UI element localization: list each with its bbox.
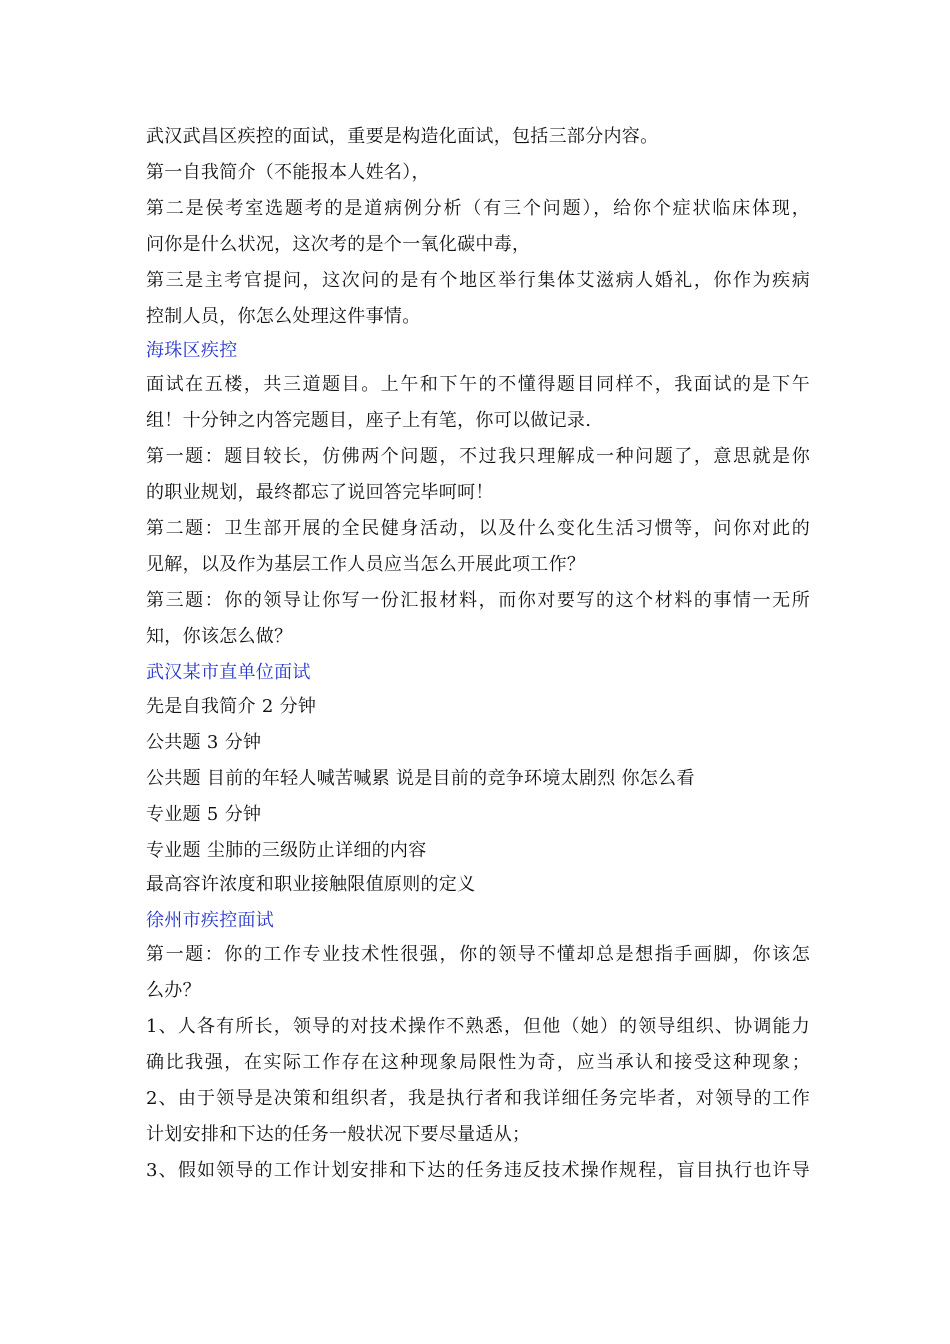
text-line: 见解，以及作为基层工作人员应当怎么开展此项工作？ (146, 554, 586, 575)
section-heading: 海珠区疾控 (146, 340, 238, 361)
text-line: 确比我强，在实际工作存在这种现象局限性为奇，应当承认和接受这种现象； (146, 1052, 810, 1073)
text-line: 第一题：你的工作专业技术性很强，你的领导不懂却总是想指手画脚，你该怎 (146, 944, 810, 965)
text-line: 1、人各有所长，领导的对技术操作不熟悉，但他（她）的领导组织、协调能力 (146, 1016, 810, 1037)
text-line: 专业题 尘肺的三级防止详细的内容 (146, 840, 427, 861)
text-line: 计划安排和下达的任务一般状况下要尽量适从； (146, 1124, 531, 1145)
text-line: 第一自我简介（不能报本人姓名）， (146, 162, 430, 183)
text-line: 面试在五楼，共三道题目。上午和下午的不懂得题目同样不，我面试的是下午 (146, 374, 810, 395)
text-line: 第三题：你的领导让你写一份汇报材料，而你对要写的这个材料的事情一无所 (146, 590, 810, 611)
text-line: 最高容许浓度和职业接触限值原则的定义 (146, 874, 476, 895)
section-heading: 武汉某市直单位面试 (146, 662, 311, 683)
text-line: 先是自我简介 2 分钟 (146, 696, 317, 717)
text-line: 么办？ (146, 980, 201, 1001)
text-line: 控制人员，你怎么处理这件事情。 (146, 306, 421, 327)
text-line: 的职业规划，最终都忘了说回答完毕呵呵！ (146, 482, 494, 503)
text-line: 专业题 5 分钟 (146, 804, 262, 825)
text-line: 第二是侯考室选题考的是道病例分析（有三个问题），给你个症状临床体现， (146, 198, 810, 219)
text-line: 组！十分钟之内答完题目，座子上有笔，你可以做记录. (146, 410, 592, 431)
text-line: 3、假如领导的工作计划安排和下达的任务违反技术操作规程，盲目执行也许导 (146, 1160, 810, 1181)
text-line: 公共题 目前的年轻人喊苦喊累 说是目前的竞争环境太剧烈 你怎么看 (146, 768, 695, 789)
text-line: 问你是什么状况，这次考的是个一氧化碳中毒， (146, 234, 531, 255)
text-line: 第三是主考官提问，这次问的是有个地区举行集体艾滋病人婚礼，你作为疾病 (146, 270, 810, 291)
text-line: 武汉武昌区疾控的面试，重要是构造化面试，包括三部分内容。 (146, 126, 659, 147)
text-line: 第二题：卫生部开展的全民健身活动，以及什么变化生活习惯等，问你对此的 (146, 518, 810, 539)
text-line: 公共题 3 分钟 (146, 732, 262, 753)
text-line: 知，你该怎么做？ (146, 626, 293, 647)
text-line: 2、由于领导是决策和组织者，我是执行者和我详细任务完毕者，对领导的工作 (146, 1088, 810, 1109)
text-line: 第一题：题目较长，仿佛两个问题，不过我只理解成一种问题了，意思就是你 (146, 446, 810, 467)
section-heading: 徐州市疾控面试 (146, 910, 275, 931)
